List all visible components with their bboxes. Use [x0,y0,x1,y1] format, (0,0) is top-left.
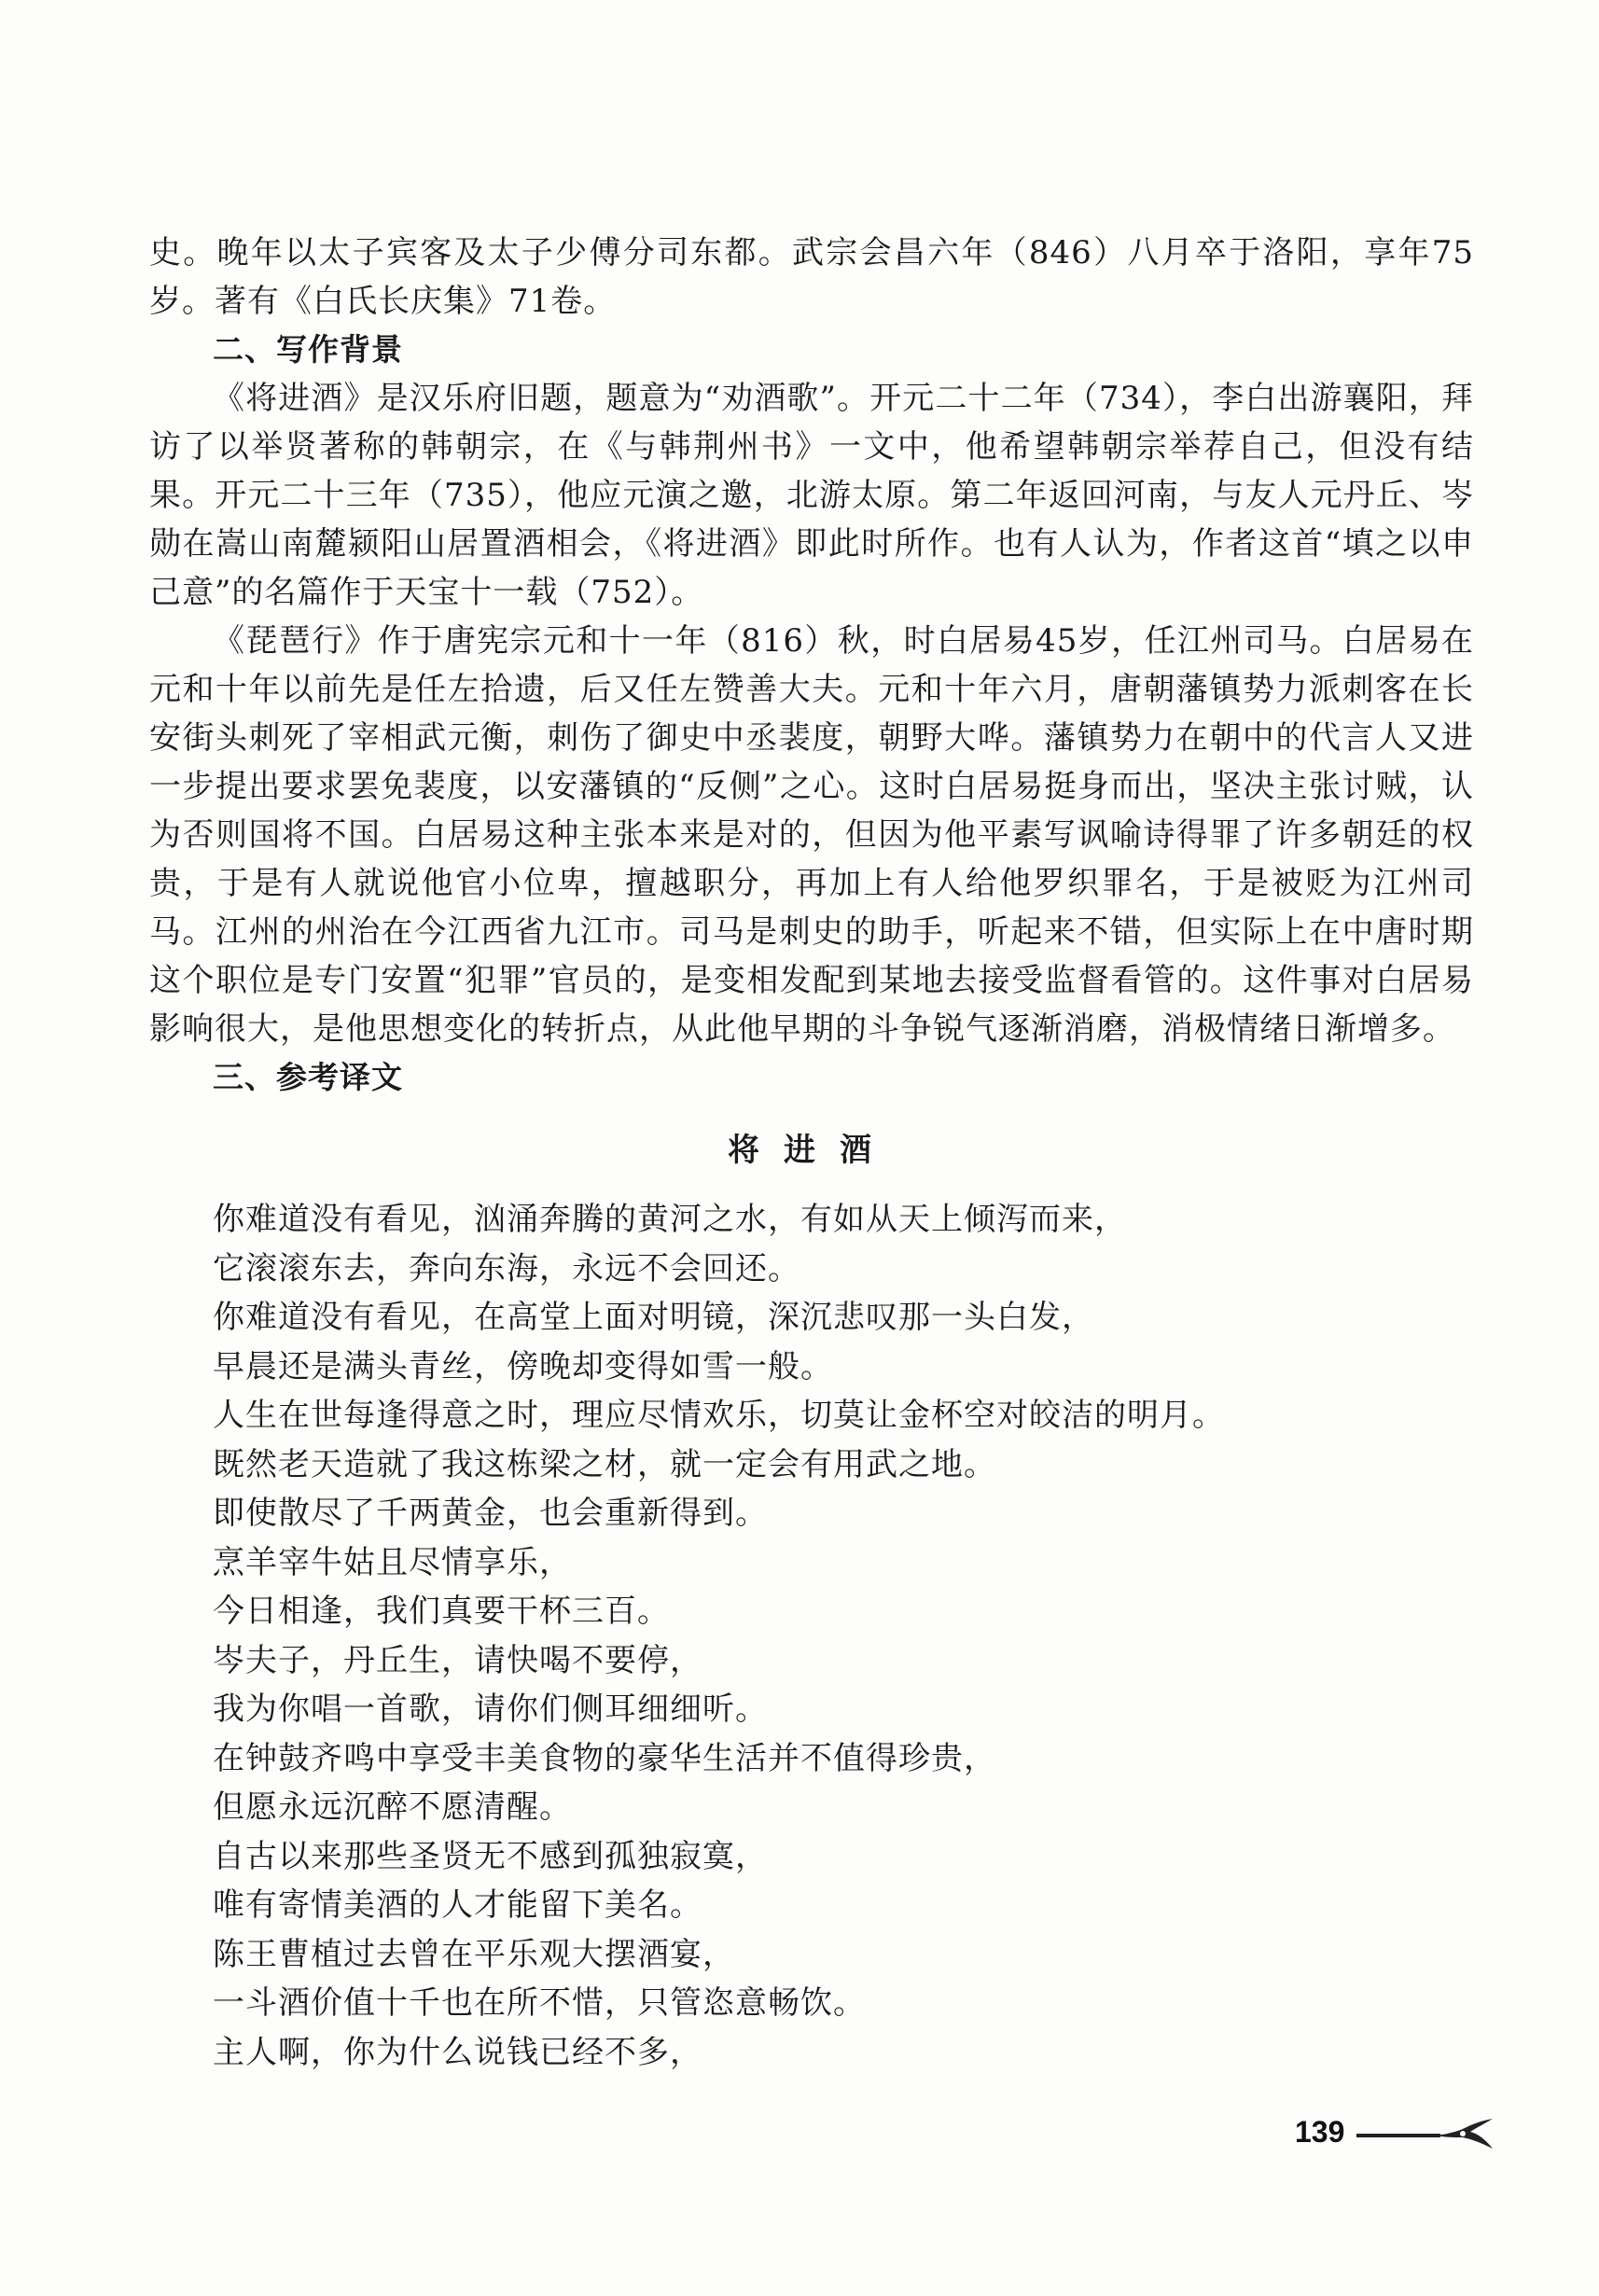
translation-line: 今日相逢，我们真要干杯三百。 [213,1593,670,1630]
translation-line: 你难道没有看见，汹涌奔腾的黄河之水，有如从天上倾泻而来， [213,1201,1127,1238]
translation-line: 烹羊宰牛姑且尽情享乐， [213,1543,572,1581]
quill-ornament-icon [1435,2117,1496,2154]
page-content [149,229,1474,2077]
translation-line: 既然老天造就了我这栋梁之材，就一定会有用武之地。 [213,1445,996,1483]
section-heading-writing-background: 二、写作背景 [213,331,403,368]
translation-line: 你难道没有看见，在高堂上面对明镜，深沉悲叹那一头白发， [213,1299,1094,1336]
translation-line: 但愿永远沉醉不愿清醒。 [213,1788,572,1826]
background-paragraph-jiangjinjiu: 《将进酒》是汉乐府旧题，题意为“劝酒歌”。开元二十二年（734），李白出游襄阳，拜访了以举贤著称的韩朝宗，在《与韩荆州书》一文中，他希望韩朝宗举荐自己，但没有结果。开元二十三年（735），他应元演之邀，北游太原。第二年返回河南，与友人元丹丘、岑勋在嵩山南麓颍阳山居置酒相会，《将进酒》即此时所作。也有人认为，作者这首“填之以申己意”的名篇作于天宝十一载（752）。 [149,380,1474,611]
translation-line: 人生在世每逢得意之时，理应尽情欢乐，切莫让金杯空对皎洁的明月。 [213,1397,1225,1434]
translation-line: 岑夫子，丹丘生，请快喝不要停， [213,1641,702,1679]
translation-line: 陈王曹植过去曾在平乐观大摆酒宴， [213,1935,735,1973]
translation-line: 我为你唱一首歌，请你们侧耳细细听。 [213,1691,768,1728]
translation-lines [213,1195,1474,2077]
translation-line: 一斗酒价值十千也在所不惜，只管恣意畅饮。 [213,1984,866,2022]
translation-line: 早晨还是满头青丝，傍晚却变得如雪一般。 [213,1347,833,1385]
translation-line: 在钟鼓齐鸣中享受丰美食物的豪华生活并不值得珍贵， [213,1739,996,1777]
page-number: 139 [1295,2115,1345,2149]
translation-line: 唯有寄情美酒的人才能留下美名。 [213,1886,702,1924]
translation-line: 即使散尽了千两黄金，也会重新得到。 [213,1495,768,1532]
footer-rule [1356,2134,1440,2137]
intro-paragraph: 史。晚年以太子宾客及太子少傅分司东都。武宗会昌六年（846）八月卒于洛阳，享年75岁。著有《白氏长庆集》71卷。 [149,234,1474,320]
translation-line: 自古以来那些圣贤无不感到孤独寂寞， [213,1837,768,1875]
page-footer [1295,2113,1500,2169]
poem-title: 将进酒 [728,1132,896,1169]
translation-line: 它滚滚东去，奔向东海，永远不会回还。 [213,1249,800,1287]
translation-line: 主人啊，你为什么说钱已经不多， [213,2033,702,2071]
background-paragraph-pipaxing: 《琵琶行》作于唐宪宗元和十一年（816）秋，时白居易45岁，任江州司马。白居易在元和十年以前先是任左拾遗，后又任左赞善大夫。元和十年六月，唐朝藩镇势力派刺客在长安街头刺死了宰相武元衡，刺伤了御史中丞裴度，朝野大哗。藩镇势力在朝中的代言人又进一步提出要求罢免裴度，以安藩镇的“反侧”之心。这时白居易挺身而出，坚决主张讨贼，认为否则国将不国。白居易这种主张本来是对的，但因为他平素写讽喻诗得罪了许多朝廷的权贵，于是有人就说他官小位卑，擅越职分，再加上有人给他罗织罪名，于是被贬为江州司马。江州的州治在今江西省九江市。司马是刺史的助手，听起来不错，但实际上在中唐时期这个职位是专门安置“犯罪”官员的，是变相发配到某地去接受监督看管的。这件事对白居易影响很大，是他思想变化的转折点，从此他早期的斗争锐气逐渐消磨，消极情绪日渐增多。 [149,622,1474,1048]
section-heading-reference-translation: 三、参考译文 [213,1059,403,1095]
